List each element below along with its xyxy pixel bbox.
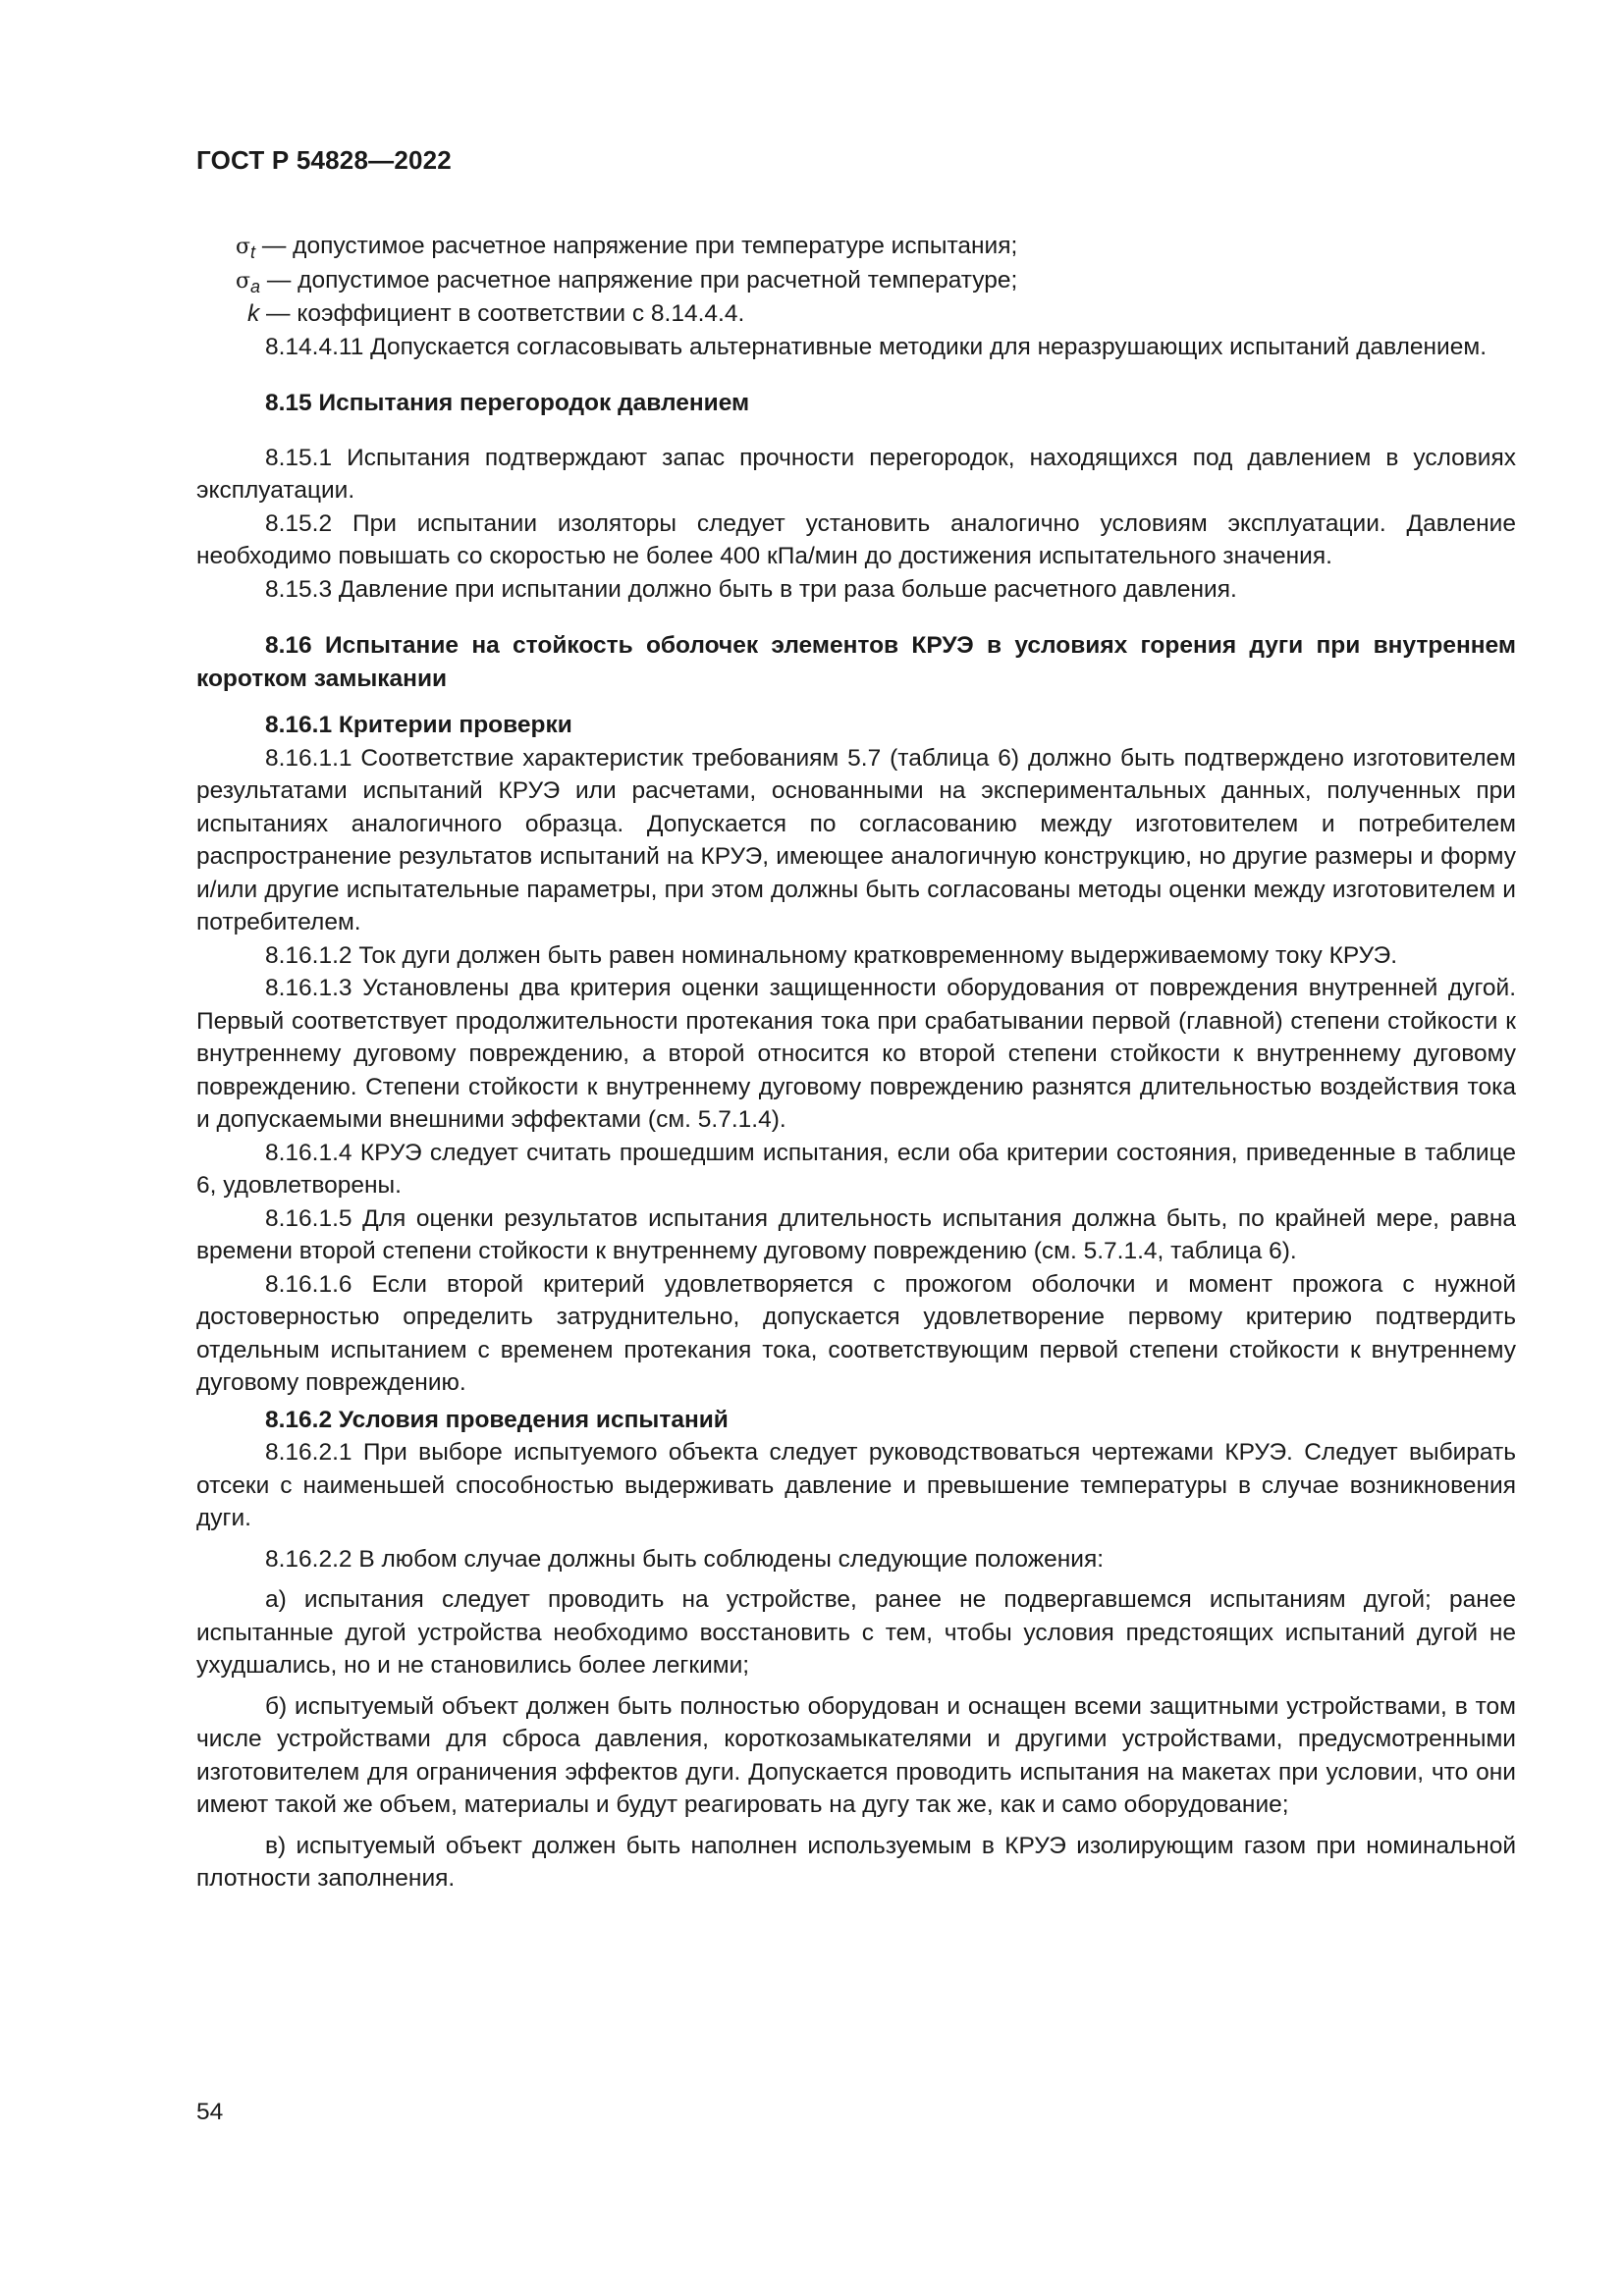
document-body — [196, 230, 1516, 1896]
symbol-definition-sigma-a — [196, 264, 1516, 298]
symbol-definition-k — [196, 297, 1516, 331]
list-item-a: а) испытания следует проводить на устройстве, ранее не подвергавшемся испытаниям дугой; ранее испытанные дугой устройства необходимо восстановить с тем, чтобы условия предстоящих испытаний дугой не ухудшались, но и не становились более легкими; — [196, 1586, 1516, 1679]
symbol-description: — допустимое расчетное напряжение при температуре испытания; — [255, 233, 1018, 259]
paragraph-8-16-1-4: 8.16.1.4 КРУЭ следует считать прошедшим испытания, если оба критерии состояния, приведенные в таблице 6, удовлетворены. — [196, 1139, 1516, 1199]
list-item-v: в) испытуемый объект должен быть наполнен используемым в КРУЭ изолирующим газом при номинальной плотности заполнения. — [196, 1832, 1516, 1892]
symbol-description: — коэффициент в соответствии с 8.14.4.4. — [259, 300, 745, 327]
section-heading-8-15: 8.15 Испытания перегородок давлением — [265, 390, 750, 416]
paragraph-8-16-1-6: 8.16.1.6 Если второй критерий удовлетворяется с прожогом оболочки и момент прожога с нужной достоверностью определить затруднительно, допускается удовлетворение первому критерию подтвердить отдельным испытанием с временем протекания тока, соответствующим первой степени стойкости к внутреннему дуговому повреждению. — [196, 1270, 1516, 1396]
paragraph-8-16-1-2: 8.16.1.2 Ток дуги должен быть равен номинальному кратковременному выдерживаемому току КРУЭ. — [265, 941, 1398, 969]
paragraph-8-16-1-5: 8.16.1.5 Для оценки результатов испытания длительность испытания должна быть, по крайней мере, равна времени второй степени стойкости к внутреннему дуговому повреждению (см. 5.7.1.4, таблица 6). — [196, 1204, 1516, 1264]
paragraph-8-14-4-11: 8.14.4.11 Допускается согласовывать альтернативные методики для неразрушающих испытаний давлением. — [265, 333, 1488, 360]
page-number: 54 — [196, 2099, 224, 2125]
paragraph-8-16-2-1: 8.16.2.1 При выборе испытуемого объекта следует руководствоваться чертежами КРУЭ. Следует выбирать отсеки с наименьшей способностью выдерживать давление и превышение температуры в случае возникновения дуги. — [196, 1439, 1516, 1531]
symbol-k: k — [247, 300, 260, 327]
subsection-heading-8-16-1: 8.16.1 Критерии проверки — [265, 712, 572, 738]
paragraph-8-15-1: 8.15.1 Испытания подтверждают запас прочности перегородок, находящихся под давлением в условиях эксплуатации. — [196, 444, 1516, 504]
subsection-heading-8-16-2: 8.16.2 Условия проведения испытаний — [265, 1406, 729, 1433]
document-header: ГОСТ Р 54828—2022 — [196, 145, 452, 175]
symbol-subscript: a — [250, 276, 261, 296]
symbol-sigma: σ — [236, 268, 251, 294]
symbol-subscript: t — [250, 242, 256, 262]
symbol-description: — допустимое расчетное напряжение при расчетной температуре; — [260, 266, 1018, 294]
paragraph-8-16-1-1: 8.16.1.1 Соответствие характеристик требованиям 5.7 (таблица 6) должно быть подтверждено изготовителем результатами испытаний КРУЭ или расчетами, основанными на экспериментальных данных, полученных при испытаниях аналогичного образца. Допускается по согласованию между изготовителем и потребителем распространение результатов испытаний на КРУЭ, имеющее аналогичную конструкцию, но другие размеры и форму и/или другие испытательные параметры, при этом должны быть согласованы методы оценки между изготовителем и потребителем. — [196, 744, 1516, 935]
paragraph-8-15-3: 8.15.3 Давление при испытании должно быть в три раза больше расчетного давления. — [265, 575, 1237, 603]
paragraph-8-16-2-2: 8.16.2.2 В любом случае должны быть соблюдены следующие положения: — [265, 1545, 1105, 1573]
paragraph-8-16-1-3: 8.16.1.3 Установлены два критерия оценки защищенности оборудования от повреждения внутренней дугой. Первый соответствует продолжительности протекания тока при срабатывании первой (главной) степени стойкости к внутреннему дуговому повреждению, а второй относится ко второй степени стойкости к внутреннему дуговому повреждению. Степени стойкости к внутреннему дуговому повреждению разнятся длительностью воздействия тока и допускаемыми внешними эффектами (см. 5.7.1.4). — [196, 975, 1516, 1133]
symbol-sigma: σ — [236, 235, 251, 259]
list-item-b: б) испытуемый объект должен быть полностью оборудован и оснащен всеми защитными устройствами, в том числе устройствами для сброса давления, короткозамыкателями и другими устройствами, предусмотренными изготовителем для ограничения эффектов дуги. Допускается проводить испытания на макетах при условии, что они имеют такой же объем, материалы и будут реагировать на дугу так же, как и само оборудование; — [196, 1692, 1516, 1818]
section-heading-8-16: 8.16 Испытание на стойкость оболочек элементов КРУЭ в условиях горения дуги при внутреннем коротком замыкании — [196, 632, 1516, 692]
paragraph-8-15-2: 8.15.2 При испытании изоляторы следует установить аналогично условиям эксплуатации. Давление необходимо повышать со скоростью не более 400 кПа/мин до достижения испытательного значения. — [196, 509, 1516, 569]
symbol-definition-sigma-t — [196, 230, 1516, 264]
